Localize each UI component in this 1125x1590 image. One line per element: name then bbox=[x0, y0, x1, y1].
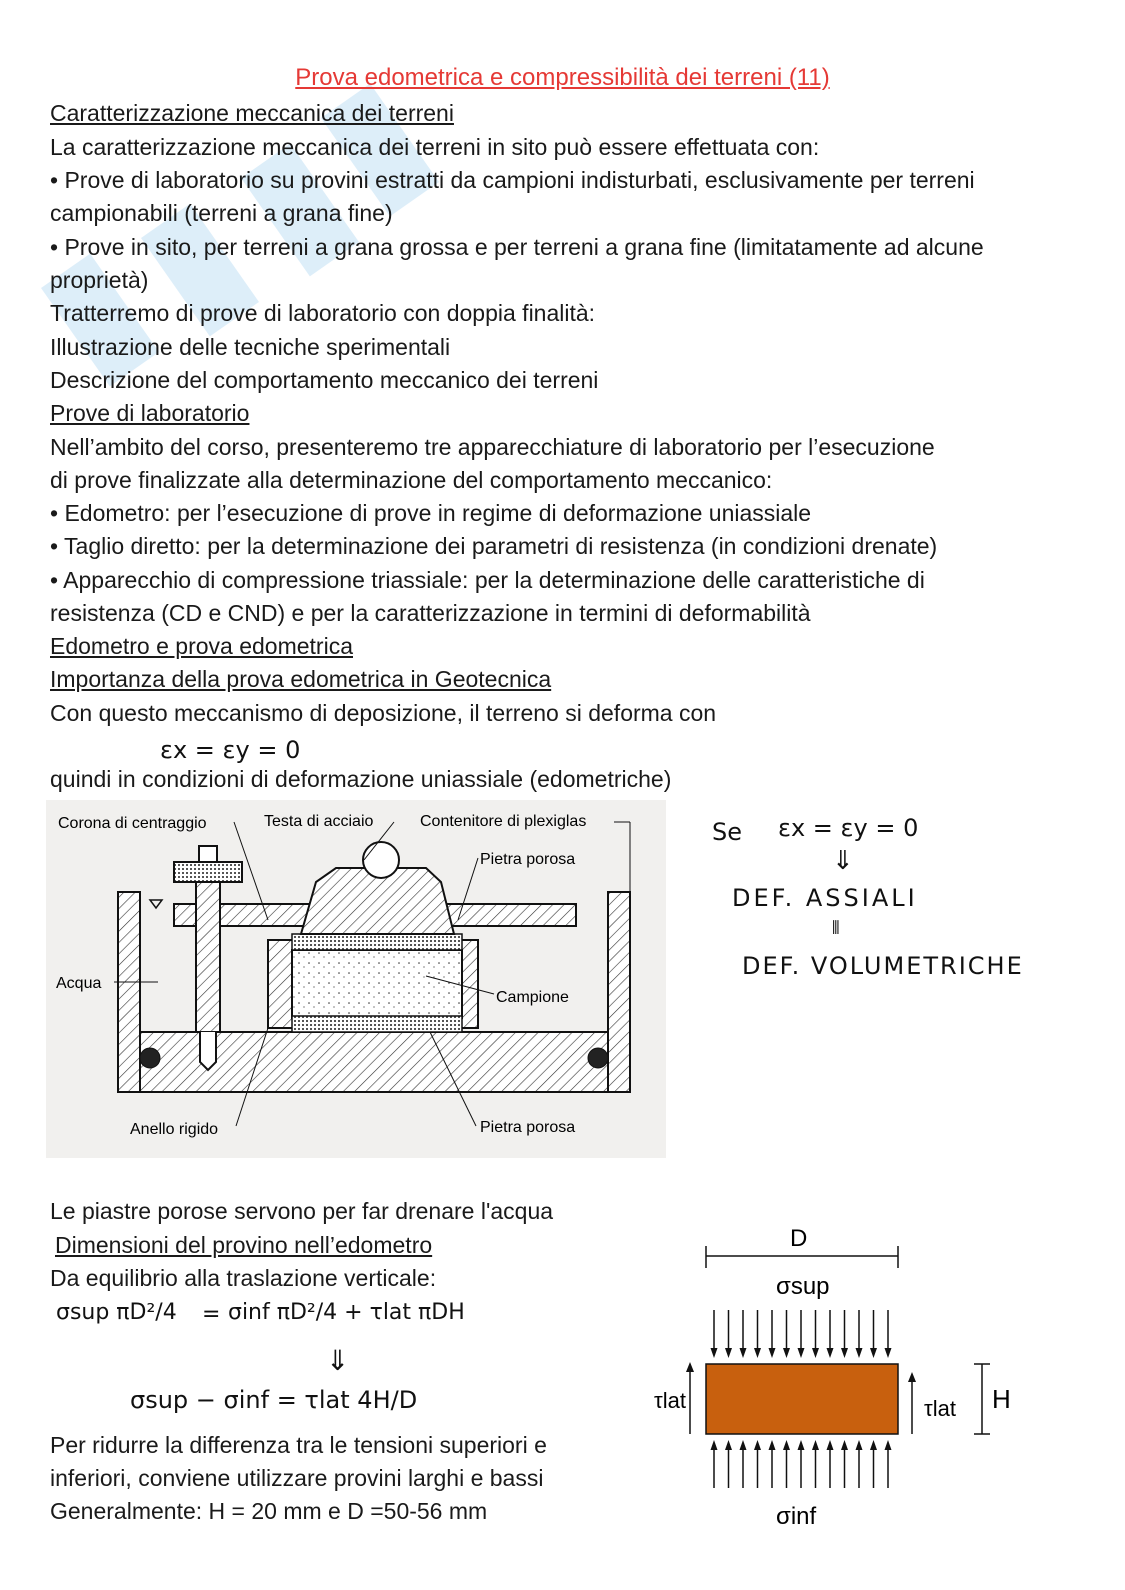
handwritten-equation: εx = εy = 0 bbox=[160, 736, 301, 764]
wall-left bbox=[118, 892, 140, 1092]
oedometer-drawing bbox=[46, 800, 666, 1158]
stress-arrowhead-up bbox=[812, 1440, 819, 1450]
handwritten-se: Se bbox=[712, 818, 742, 846]
label-pietra-top: Pietra porosa bbox=[480, 851, 576, 868]
bullet-line: • Prove in sito, per terreni a grana grossa e per terreni a grana fine (limitatamente ad alcune bbox=[50, 234, 984, 260]
stress-arrowhead-down bbox=[769, 1348, 776, 1358]
text-line: di prove finalizzate alla determinazione del comportamento meccanico: bbox=[50, 467, 773, 493]
bullet-line: • Prove di laboratorio su provini estratti da campioni indisturbati, esclusivamente per terreni bbox=[50, 167, 975, 193]
label-sigma-sup: σsup bbox=[776, 1273, 830, 1300]
stress-arrowhead-down bbox=[754, 1348, 761, 1358]
text-line: Per ridurre la differenza tra le tensioni superiori e bbox=[50, 1432, 547, 1458]
bullet-line: • Apparecchio di compressione triassiale: per la determinazione delle caratteristiche di bbox=[50, 567, 925, 593]
label-d: D bbox=[790, 1225, 808, 1252]
page-title: Prova edometrica e compressibilità dei terreni (11) bbox=[295, 64, 830, 91]
stress-arrowhead-up bbox=[783, 1440, 790, 1450]
stress-arrowhead-down bbox=[841, 1348, 848, 1358]
stress-arrowhead-down bbox=[827, 1348, 834, 1358]
equivalence-icon: ⫴ bbox=[832, 918, 840, 939]
text-line: proprietà) bbox=[50, 267, 149, 293]
label-pietra-bottom: Pietra porosa bbox=[480, 1119, 576, 1136]
specimen-stress-diagram bbox=[640, 1216, 1040, 1536]
label-tau-left: τlat bbox=[654, 1388, 686, 1413]
stress-arrowhead-up bbox=[856, 1440, 863, 1450]
stress-arrowhead-down bbox=[856, 1348, 863, 1358]
water-level-marker bbox=[150, 900, 162, 908]
heading-prove-laboratorio: Prove di laboratorio bbox=[50, 400, 250, 426]
top-stress-arrows bbox=[711, 1310, 892, 1358]
tau-arrowhead-left bbox=[686, 1362, 694, 1372]
porous-stone-bottom bbox=[292, 1016, 462, 1032]
text-line: quindi in condizioni di deformazione uniassiale (edometriche) bbox=[50, 766, 672, 792]
stress-arrowhead-up bbox=[827, 1440, 834, 1450]
oedometer-figure bbox=[46, 800, 666, 1158]
text-line: inferiori, conviene utilizzare provini larghi e bassi bbox=[50, 1465, 544, 1491]
ball-joint bbox=[363, 842, 399, 878]
specimen-rectangle bbox=[706, 1364, 898, 1434]
porous-stone-top bbox=[292, 934, 462, 950]
bottom-stress-arrows bbox=[711, 1440, 892, 1488]
text-line: Descrizione del comportamento meccanico dei terreni bbox=[50, 367, 599, 393]
screw-shaft bbox=[196, 882, 220, 1032]
base-plate bbox=[118, 1032, 623, 1092]
wall-right bbox=[608, 892, 630, 1092]
text-line: resistenza (CD e CND) e per la caratterizzazione in termini di deformabilità bbox=[50, 600, 811, 626]
stress-arrowhead-down bbox=[783, 1348, 790, 1358]
centering-knob bbox=[174, 862, 242, 882]
heading-importanza: Importanza della prova edometrica in Geotecnica bbox=[50, 666, 552, 692]
seal-left bbox=[140, 1048, 160, 1068]
sample bbox=[292, 950, 462, 1018]
text-line: Da equilibrio alla traslazione verticale: bbox=[50, 1265, 437, 1291]
label-testa: Testa di acciaio bbox=[264, 813, 374, 830]
label-contenitore: Contenitore di plexiglas bbox=[420, 813, 587, 830]
text-line: Le piastre porose servono per far drenare l'acqua bbox=[50, 1198, 554, 1224]
text-line: Con questo meccanismo di deposizione, il terreno si deforma con bbox=[50, 700, 717, 726]
label-h: H bbox=[992, 1384, 1011, 1414]
handwritten-equation-rhs: σinf πD²/4 + τlat πDH bbox=[228, 1300, 465, 1325]
stress-arrowhead-up bbox=[841, 1440, 848, 1450]
text-line: Illustrazione delle tecniche sperimentali bbox=[50, 334, 451, 360]
handwritten-def-volumetriche: DEF. VOLUMETRICHE bbox=[742, 952, 1024, 980]
heading-dimensioni: Dimensioni del provino nell’edometro bbox=[55, 1232, 433, 1258]
label-anello: Anello rigido bbox=[130, 1121, 219, 1138]
bullet-line: • Taglio diretto: per la determinazione dei parametri di resistenza (in condizioni drenate) bbox=[50, 533, 938, 559]
arrow-down-icon: ⇓ bbox=[326, 1344, 350, 1377]
stress-arrowhead-up bbox=[754, 1440, 761, 1450]
screw-tip bbox=[200, 1032, 216, 1070]
heading-caratterizzazione: Caratterizzazione meccanica dei terreni bbox=[50, 100, 454, 126]
stress-arrowhead-up bbox=[725, 1440, 732, 1450]
text-line: Generalmente: H = 20 mm e D =50-56 mm bbox=[50, 1498, 488, 1524]
label-sigma-inf: σinf bbox=[776, 1503, 817, 1530]
stress-arrowhead-down bbox=[885, 1348, 892, 1358]
stress-arrowhead-up bbox=[885, 1440, 892, 1450]
arrow-down-icon: ⇓ bbox=[832, 846, 854, 876]
handwritten-def-assiali: DEF. ASSIALI bbox=[732, 884, 918, 912]
stress-arrowhead-down bbox=[870, 1348, 877, 1358]
handwritten-equation-result: σsup − σinf = τlat 4H/D bbox=[130, 1386, 418, 1414]
label-corona: Corona di centraggio bbox=[58, 815, 207, 832]
label-campione: Campione bbox=[496, 989, 569, 1006]
stress-arrowhead-up bbox=[798, 1440, 805, 1450]
stress-arrowhead-down bbox=[711, 1348, 718, 1358]
bullet-line: • Edometro: per l’esecuzione di prove in regime di deformazione uniassiale bbox=[50, 500, 812, 526]
stress-arrowhead-up bbox=[711, 1440, 718, 1450]
text-line: Tratterremo di prove di laboratorio con doppia finalità: bbox=[50, 300, 596, 326]
stress-arrowhead-down bbox=[740, 1348, 747, 1358]
seal-right bbox=[588, 1048, 608, 1068]
text-line: Nell’ambito del corso, presenteremo tre apparecchiature di laboratorio per l’esecuzione bbox=[50, 434, 935, 460]
text-line: campionabili (terreni a grana fine) bbox=[50, 200, 393, 226]
knob-top bbox=[199, 846, 217, 862]
label-acqua: Acqua bbox=[56, 975, 102, 992]
handwritten-equation-lhs: σsup πD²/4 bbox=[56, 1300, 177, 1325]
stress-arrowhead-up bbox=[769, 1440, 776, 1450]
handwritten-equals: = bbox=[202, 1302, 221, 1327]
label-tau-right: τlat bbox=[924, 1396, 956, 1421]
stress-arrowhead-down bbox=[725, 1348, 732, 1358]
text-line: La caratterizzazione meccanica dei terreni in sito può essere effettuata con: bbox=[50, 134, 820, 160]
stress-arrowhead-up bbox=[740, 1440, 747, 1450]
stress-arrowhead-up bbox=[870, 1440, 877, 1450]
stress-arrowhead-down bbox=[812, 1348, 819, 1358]
heading-edometro: Edometro e prova edometrica bbox=[50, 633, 353, 659]
stress-arrowhead-down bbox=[798, 1348, 805, 1358]
handwritten-equation: εx = εy = 0 bbox=[778, 814, 919, 842]
tau-arrowhead-right bbox=[908, 1372, 916, 1382]
